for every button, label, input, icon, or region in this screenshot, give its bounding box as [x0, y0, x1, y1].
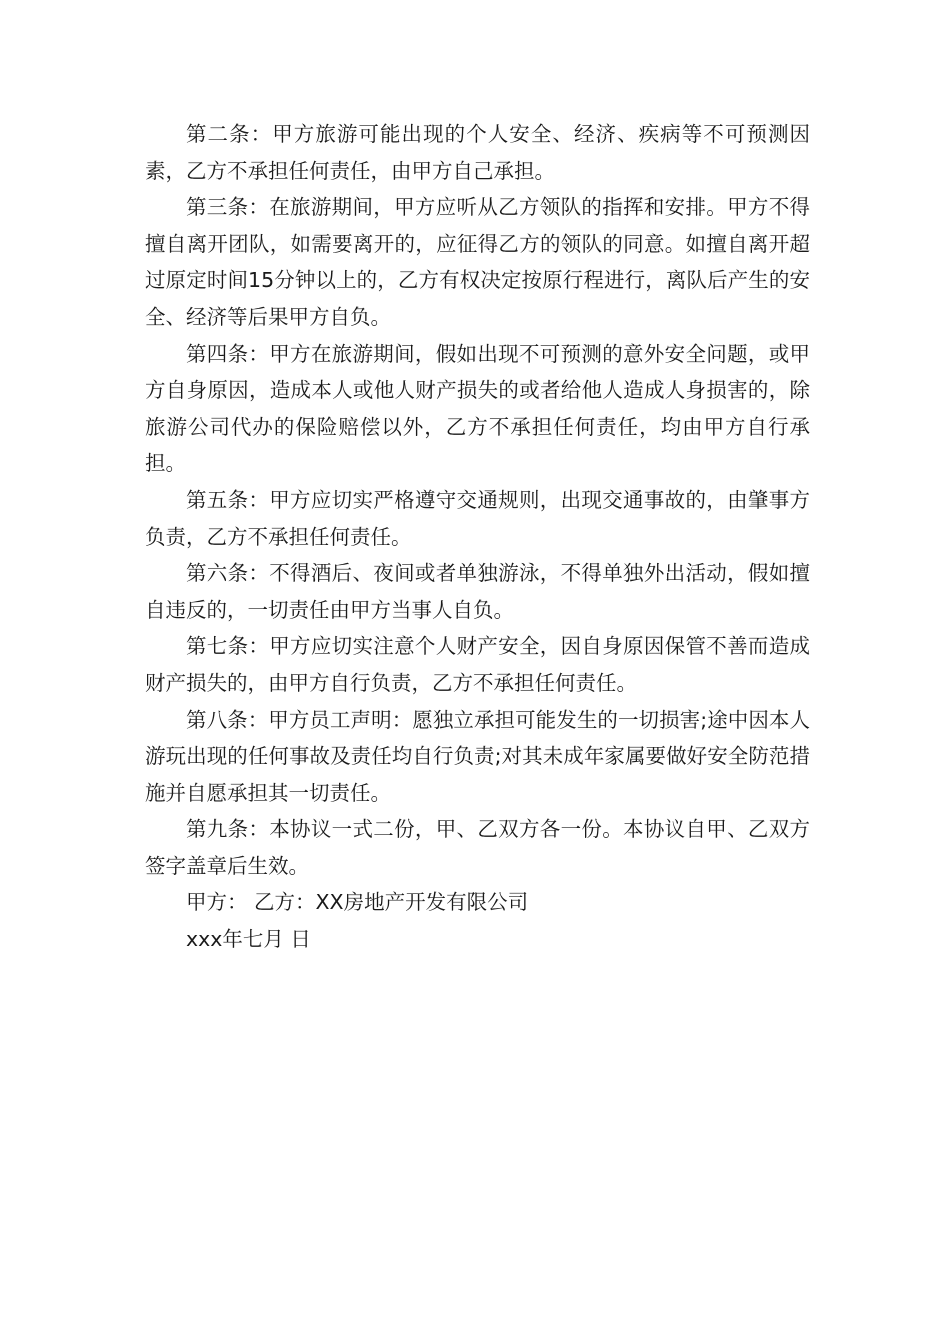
article-4: 第四条：甲方在旅游期间，假如出现不可预测的意外安全问题，或甲方自身原因，造成本人或他人财产损失的或者给他人造成人身损害的，除旅游公司代办的保险赔偿以外，乙方不承担任何责任，均由甲方自行承担。	[145, 341, 810, 476]
signature-line: 甲方： 乙方：XX房地产开发有限公司	[186, 890, 529, 915]
article-5: 第五条：甲方应切实严格遵守交通规则，出现交通事故的，由肇事方负责，乙方不承担任何责任。	[145, 487, 810, 549]
date-line: xxx年七月 日	[186, 927, 311, 952]
article-9: 第九条：本协议一式二份，甲、乙双方各一份。本协议自甲、乙双方签字盖章后生效。	[145, 817, 810, 878]
document-body	[145, 116, 810, 958]
article-8: 第八条：甲方员工声明：愿独立承担可能发生的一切损害;途中因本人游玩出现的任何事故及责任均自行负责;对其未成年家属要做好安全防范措施并自愿承担其一切责任。	[145, 707, 810, 805]
article-3: 第三条：在旅游期间，甲方应听从乙方领队的指挥和安排。甲方不得擅自离开团队，如需要离开的，应征得乙方的领队的同意。如擅自离开超过原定时间15分钟以上的，乙方有权决定按原行程进行，离队后产生的安全、经济等后果甲方自负。	[145, 195, 810, 329]
article-2: 第二条：甲方旅游可能出现的个人安全、经济、疾病等不可预测因素，乙方不承担任何责任，由甲方自己承担。	[145, 122, 810, 183]
article-6: 第六条：不得酒后、夜间或者单独游泳，不得单独外出活动，假如擅自违反的，一切责任由甲方当事人自负。	[145, 561, 810, 622]
article-7: 第七条：甲方应切实注意个人财产安全，因自身原因保管不善而造成财产损失的，由甲方自行负责，乙方不承担任何责任。	[145, 634, 810, 695]
